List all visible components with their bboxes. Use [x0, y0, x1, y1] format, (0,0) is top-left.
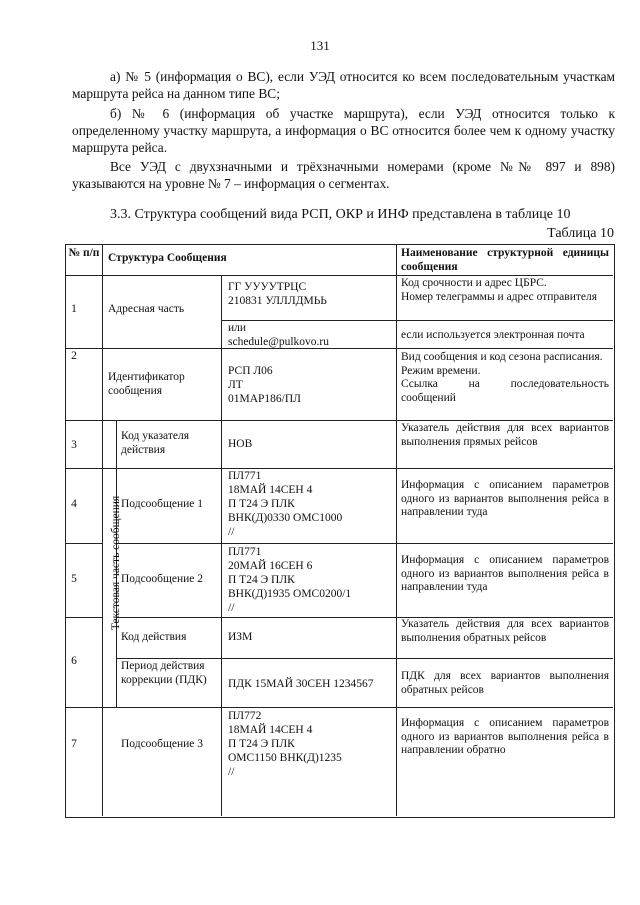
row-2-part: Идентификатор сообщения — [108, 371, 185, 397]
content-line: ПЛ771 — [228, 470, 262, 482]
section-heading: 3.3. Структура сообщений вида РСП, ОКР и ИНФ представлена в таблице 10 — [110, 207, 571, 222]
table-rule — [66, 543, 102, 544]
content-line: П Т24 Э ПЛК — [228, 498, 295, 510]
content-line: ПДК 15МАЙ 30СЕН 1234567 — [228, 678, 374, 690]
row-1-part: Адресная часть — [108, 303, 185, 315]
row-1-content-a — [228, 281, 393, 308]
row-7-num: 7 — [71, 738, 77, 750]
table-rule — [66, 617, 102, 618]
header-name: Наименование структурной единицы сообщения — [401, 247, 609, 273]
content-line: 210831 УЛЛЛДМЬЬ — [228, 294, 327, 307]
row-2-num: 2 — [71, 350, 77, 362]
paragraph-c: Все УЭД с двухзначными и трёхзначными номерами (кроме №№ 897 и 898) указываются на уровне № 7 – информация о сегментах. — [72, 159, 615, 191]
row-5-desc: Информация с описанием параметров одного из вариантов выполнения рейса в направлении туда — [401, 554, 609, 593]
row-6-desc-a: Указатель действия для всех вариантов выполнения обратных рейсов — [401, 618, 609, 644]
content-line: НОВ — [228, 438, 253, 450]
row-3-num: 3 — [71, 439, 77, 451]
row-1-content-b — [228, 322, 393, 349]
row-2-desc — [401, 351, 609, 405]
table-rule — [66, 420, 613, 421]
content-line: РСП Л06 — [228, 365, 273, 377]
desc-line: Вид сообщения и код сезона расписания. — [401, 351, 603, 363]
row-6-content-b — [228, 678, 393, 692]
row-5-num: 5 — [71, 573, 77, 585]
row-7-desc: Информация с описанием параметров одного из вариантов выполнения рейса в направлении обратно — [401, 717, 609, 756]
row-6-part-b: Период действия коррекции (ПДК) — [121, 660, 207, 686]
table-rule — [221, 320, 613, 321]
desc-line: Режим времени. — [401, 364, 481, 377]
row-3-part: Код указателя действия — [121, 430, 190, 456]
row-5-content — [228, 545, 393, 615]
content-line: П Т24 Э ПЛК — [228, 574, 295, 586]
row-6-desc-b: ПДК для всех вариантов выполнения обратных рейсов — [401, 670, 609, 696]
content-line: ВНК(Д)1935 ОМС0200/1 — [228, 588, 352, 600]
page-number: 131 — [310, 38, 330, 53]
table-rule — [116, 543, 613, 544]
row-6-part-a: Код действия — [121, 631, 187, 643]
desc-line: Номер телеграммы и адрес отправителя — [401, 290, 598, 303]
row-3-desc: Указатель действия для всех вариантов выполнения прямых рейсов — [401, 422, 609, 448]
content-line: П Т24 Э ПЛК — [228, 738, 295, 750]
table-rule — [396, 245, 397, 816]
row-4-part: Подсообщение 1 — [121, 498, 204, 510]
paragraph-b: б) № 6 (информация об участке маршрута), если УЭД относится только к определенному участку маршрута, а информация о ВС относится более чем к одному участку маршрута рейса. — [72, 106, 615, 155]
content-line: ВНК(Д)0330 ОМС1000 — [228, 512, 343, 524]
table-rule — [66, 275, 613, 276]
row-4-num: 4 — [71, 498, 77, 510]
content-line: // — [228, 526, 235, 538]
table-rule — [221, 275, 222, 816]
header-num: № п/п — [68, 247, 100, 259]
table-rule — [66, 707, 613, 708]
row-2-content — [228, 364, 393, 406]
content-line: // — [228, 766, 235, 778]
desc-line: Ссылка на последовательность сообщений — [401, 378, 609, 404]
desc-line: Код срочности и адрес ЦБРС. — [401, 277, 547, 289]
row-3-content — [228, 438, 393, 452]
table-caption: Таблица 10 — [547, 226, 614, 241]
row-4-content — [228, 469, 393, 539]
row-5-part: Подсообщение 2 — [121, 573, 204, 585]
content-line: ПЛ771 — [228, 546, 262, 558]
row-7-content — [228, 709, 393, 779]
content-line: schedule@pulkovo.ru — [228, 335, 329, 348]
content-line: // — [228, 602, 235, 614]
content-line: 01МАР186/ПЛ — [228, 393, 301, 405]
content-line: ОМС1150 ВНК(Д)1235 — [228, 752, 342, 764]
table-rule — [116, 658, 613, 659]
content-line: ГГ УУУУТРЦС — [228, 281, 307, 293]
row-1-num: 1 — [71, 303, 77, 315]
paragraph-a: а) № 5 (информация о ВС), если УЭД относится ко всем последовательным участкам маршрута рейса на данном типе ВС; — [72, 69, 615, 101]
content-line: 18МАЙ 14СЕН 4 — [228, 724, 313, 736]
row-6-num: 6 — [71, 655, 77, 667]
content-line: 20МАЙ 16СЕН 6 — [228, 560, 313, 572]
table-rule — [102, 245, 103, 816]
row-1-desc-b: если используется электронная почта — [401, 329, 585, 341]
content-line: ЛТ — [228, 379, 243, 391]
content-line: или — [228, 322, 247, 334]
row-1-desc-a — [401, 277, 609, 304]
content-line: 18МАЙ 14СЕН 4 — [228, 484, 313, 496]
content-line: ИЗМ — [228, 631, 253, 643]
header-structure: Структура Сообщения — [108, 252, 227, 264]
row-6-content-a — [228, 631, 393, 645]
row-7-part: Подсообщение 3 — [121, 738, 204, 750]
structure-table — [65, 244, 615, 818]
vertical-label-text-part: Текстовая часть сообщения — [110, 495, 122, 631]
row-4-desc: Информация с описанием параметров одного из вариантов выполнения рейса в направлении туда — [401, 479, 609, 518]
content-line: ПЛ772 — [228, 710, 262, 722]
